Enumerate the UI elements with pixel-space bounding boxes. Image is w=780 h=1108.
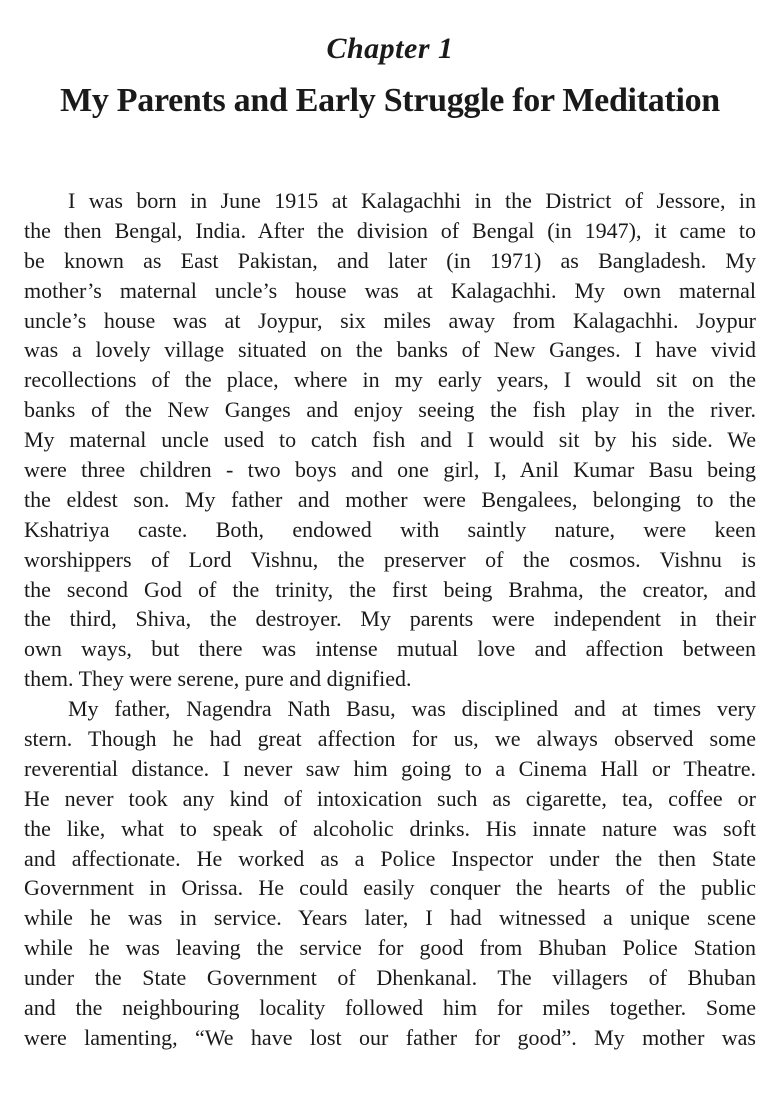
text-line: own ways, but there was intense mutual love and affection between — [24, 636, 756, 662]
text-line: be known as East Pakistan, and later (in 1971) as Bangladesh. My — [24, 247, 756, 273]
text-line: uncle’s house was at Joypur, six miles away from Kalagachhi. Joypur — [24, 307, 756, 333]
text-line: stern. Though he had great affection for us, we always observed some — [24, 726, 756, 752]
text-line: while he was leaving the service for good from Bhuban Police Station — [24, 935, 756, 961]
text-line: while he was in service. Years later, I had witnessed a unique scene — [24, 905, 756, 931]
text-line: was a lovely village situated on the banks of New Ganges. I have vivid — [24, 337, 756, 363]
text-line: Kshatriya caste. Both, endowed with saintly nature, were keen — [24, 516, 756, 542]
text-line: banks of the New Ganges and enjoy seeing the fish play in the river. — [24, 397, 756, 423]
text-line: the eldest son. My father and mother were Bengalees, belonging to the — [24, 486, 756, 512]
text-line: Government in Orissa. He could easily conquer the hearts of the public — [24, 875, 756, 901]
chapter-number: Chapter 1 — [326, 32, 454, 65]
text-line: under the State Government of Dhenkanal. The villagers of Bhuban — [24, 965, 756, 991]
text-line: recollections of the place, where in my early years, I would sit on the — [24, 367, 756, 393]
text-line: He never took any kind of intoxication such as cigarette, tea, coffee or — [24, 785, 756, 811]
text-line: were three children - two boys and one girl, I, Anil Kumar Basu being — [24, 457, 756, 483]
text-line: reverential distance. I never saw him going to a Cinema Hall or Theatre. — [24, 755, 756, 781]
text-line: and the neighbouring locality followed him for miles together. Some — [24, 995, 756, 1021]
text-line: them. They were serene, pure and dignified. — [24, 666, 412, 692]
text-line: the third, Shiva, the destroyer. My parents were independent in their — [24, 606, 756, 632]
text-line: My father, Nagendra Nath Basu, was disciplined and at times very — [68, 696, 756, 722]
text-line: the second God of the trinity, the first being Brahma, the creator, and — [24, 576, 756, 602]
text-line: and affectionate. He worked as a Police Inspector under the then State — [24, 845, 756, 871]
text-line: I was born in June 1915 at Kalagachhi in the District of Jessore, in — [68, 188, 756, 213]
text-line: worshippers of Lord Vishnu, the preserver of the cosmos. Vishnu is — [24, 546, 756, 572]
book-page — [24, 0, 756, 1108]
text-line: the then Bengal, India. After the division of Bengal (in 1947), it came to — [24, 217, 756, 243]
text-line: were lamenting, “We have lost our father for good”. My mother was — [24, 1024, 756, 1050]
body-text — [24, 186, 756, 1053]
text-line: mother’s maternal uncle’s house was at Kalagachhi. My own maternal — [24, 277, 756, 303]
text-line: the like, what to speak of alcoholic drinks. His innate nature was soft — [24, 815, 756, 841]
chapter-title: My Parents and Early Struggle for Meditation — [60, 82, 720, 119]
text-line: My maternal uncle used to catch fish and I would sit by his side. We — [24, 427, 756, 453]
